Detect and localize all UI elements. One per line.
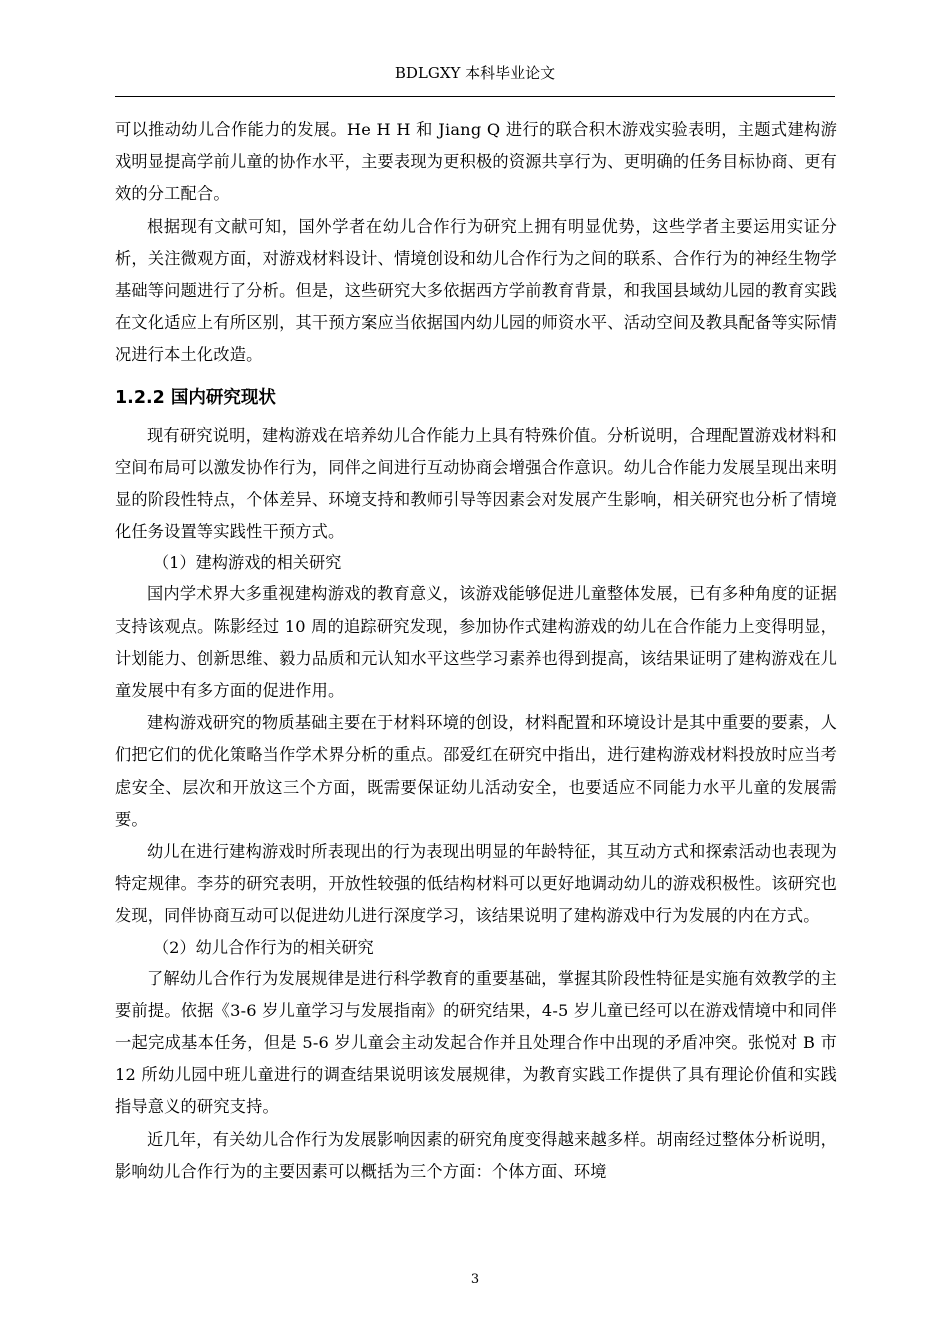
- paragraph-8: 近几年，有关幼儿合作行为发展影响因素的研究角度变得越来越多样。胡南经过整体分析说明，影响幼儿合作行为的主要因素可以概括为三个方面：个体方面、环境: [115, 1129, 837, 1181]
- page-number: 3: [470, 1272, 480, 1287]
- subheading-2: （2）幼儿合作行为的相关研究: [153, 937, 374, 957]
- running-header: BDLGXY 本科毕业论文: [394, 64, 556, 82]
- paragraph-6: 幼儿在进行建构游戏时所表现出的行为表现出明显的年龄特征，其互动方式和探索活动也表现为特定规律。李芬的研究表明，开放性较强的低结构材料可以更好地调动幼儿的游戏积极性。该研究也发现，同伴协商互动可以促进幼儿进行深度学习，该结果说明了建构游戏中行为发展的内在方式。: [115, 842, 837, 926]
- paragraph-7: 了解幼儿合作行为发展规律是进行科学教育的重要基础，掌握其阶段性特征是实施有效教学的主要前提。依据《3-6 岁儿童学习与发展指南》的研究结果，4-5 岁儿童已经可以在游戏情境中和同伴一起完成基本任务，但是 5-6 岁儿童会主动发起合作并且处理合作中出现的矛盾冲突。张悦对 B 市 12 所幼儿园中班儿童进行的调查结果说明该发展规律，为教育实践工作提供了具有理论价值和实践指导意义的研究支持。: [115, 968, 837, 1117]
- paragraph-3: 现有研究说明，建构游戏在培养幼儿合作能力上具有特殊价值。分析说明，合理配置游戏材料和空间布局可以激发协作行为，同伴之间进行互动协商会增强合作意识。幼儿合作能力发展呈现出来明显的阶段性特点，个体差异、环境支持和教师引导等因素会对发展产生影响，相关研究也分析了情境化任务设置等实践性干预方式。: [115, 425, 837, 542]
- paragraph-4: 国内学术界大多重视建构游戏的教育意义，该游戏能够促进儿童整体发展，已有多种角度的证据支持该观点。陈影经过 10 周的追踪研究发现，参加协作式建构游戏的幼儿在合作能力上变得明显，计划能力、创新思维、毅力品质和元认知水平这些学习素养也得到提高，该结果证明了建构游戏在儿童发展中有多方面的促进作用。: [115, 584, 837, 701]
- subheading-1: （1）建构游戏的相关研究: [153, 553, 342, 573]
- header-rule: [115, 96, 835, 97]
- section-heading: 1.2.2 国内研究现状: [115, 387, 276, 408]
- paragraph-2: 根据现有文献可知，国外学者在幼儿合作行为研究上拥有明显优势，这些学者主要运用实证分析，关注微观方面，对游戏材料设计、情境创设和幼儿合作行为之间的联系、合作行为的神经生物学基础等问题进行了分析。但是，这些研究大多依据西方学前教育背景，和我国县域幼儿园的教育实践在文化适应上有所区别，其干预方案应当依据国内幼儿园的师资水平、活动空间及教具配备等实际情况进行本土化改造。: [115, 216, 837, 365]
- paragraph-5: 建构游戏研究的物质基础主要在于材料环境的创设，材料配置和环境设计是其中重要的要素，人们把它们的优化策略当作学术界分析的重点。邵爱红在研究中指出，进行建构游戏材料投放时应当考虑安全、层次和开放这三个方面，既需要保证幼儿活动安全，也要适应不同能力水平儿童的发展需要。: [115, 713, 837, 829]
- body-text: [115, 114, 837, 1188]
- paragraph-1: 可以推动幼儿合作能力的发展。He H H 和 Jiang Q 进行的联合积木游戏实验表明，主题式建构游戏明显提高学前儿童的协作水平，主要表现为更积极的资源共享行为、更明确的任务目标协商、更有效的分工配合。: [115, 120, 837, 204]
